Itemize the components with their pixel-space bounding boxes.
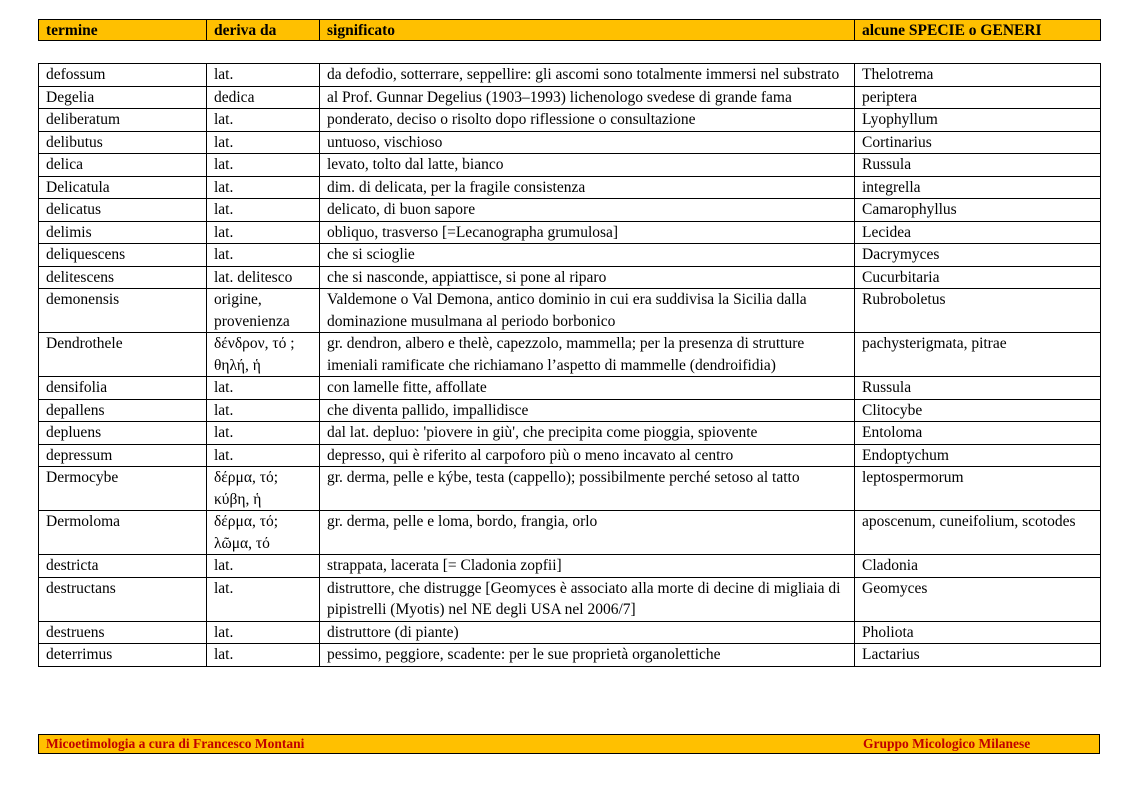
table-row	[39, 467, 1101, 511]
cell-significato: strappata, lacerata [= Cladonia zopfii]	[320, 555, 855, 578]
cell-termine: deliberatum	[39, 109, 207, 132]
cell-deriva-da: lat.	[207, 621, 320, 644]
footer-author: Micoetimologia a cura di Francesco Montani	[46, 736, 305, 751]
cell-specie: aposcenum, cuneifolium, scotodes	[855, 511, 1101, 555]
table-row	[39, 511, 1101, 555]
cell-specie: Cortinarius	[855, 131, 1101, 154]
cell-termine: delimis	[39, 221, 207, 244]
cell-deriva-da: lat. delitesco	[207, 266, 320, 289]
header-row	[39, 20, 1101, 41]
cell-significato: che si nasconde, appiattisce, si pone al riparo	[320, 266, 855, 289]
table-row	[39, 131, 1101, 154]
cell-termine: densifolia	[39, 377, 207, 400]
cell-significato: dim. di delicata, per la fragile consistenza	[320, 176, 855, 199]
footer-band	[38, 734, 1100, 754]
cell-specie: Lecidea	[855, 221, 1101, 244]
cell-significato: con lamelle fitte, affollate	[320, 377, 855, 400]
cell-deriva-da: lat.	[207, 199, 320, 222]
cell-termine: deliquescens	[39, 244, 207, 267]
cell-termine: delibutus	[39, 131, 207, 154]
cell-deriva-da: lat.	[207, 176, 320, 199]
cell-deriva-da: δέρμα, τό; κύβη, ἡ	[207, 467, 320, 511]
table-row	[39, 86, 1101, 109]
cell-significato: che diventa pallido, impallidisce	[320, 399, 855, 422]
cell-significato: distruttore (di piante)	[320, 621, 855, 644]
cell-termine: destruens	[39, 621, 207, 644]
cell-significato: delicato, di buon sapore	[320, 199, 855, 222]
table-row	[39, 333, 1101, 377]
table-row	[39, 266, 1101, 289]
cell-specie: Camarophyllus	[855, 199, 1101, 222]
glossary-table	[38, 63, 1101, 667]
table-row	[39, 399, 1101, 422]
cell-significato: depresso, qui è riferito al carpoforo più o meno incavato al centro	[320, 444, 855, 467]
cell-termine: Dermoloma	[39, 511, 207, 555]
cell-significato: da defodio, sotterrare, seppellire: gli ascomi sono totalmente immersi nel substrato	[320, 64, 855, 87]
cell-deriva-da: lat.	[207, 109, 320, 132]
cell-specie: Endoptychum	[855, 444, 1101, 467]
header-termine: termine	[39, 20, 207, 41]
cell-specie: Rubroboletus	[855, 289, 1101, 333]
cell-termine: Delicatula	[39, 176, 207, 199]
cell-specie: periptera	[855, 86, 1101, 109]
table-row	[39, 109, 1101, 132]
cell-significato: levato, tolto dal latte, bianco	[320, 154, 855, 177]
table-row	[39, 154, 1101, 177]
table-row	[39, 577, 1101, 621]
cell-significato: gr. derma, pelle e loma, bordo, frangia, orlo	[320, 511, 855, 555]
cell-specie: Russula	[855, 377, 1101, 400]
cell-termine: destricta	[39, 555, 207, 578]
table-row	[39, 176, 1101, 199]
table-row	[39, 621, 1101, 644]
cell-termine: depressum	[39, 444, 207, 467]
cell-specie: Entoloma	[855, 422, 1101, 445]
cell-significato: pessimo, peggiore, scadente: per le sue proprietà organolettiche	[320, 644, 855, 667]
table-row	[39, 644, 1101, 667]
cell-termine: defossum	[39, 64, 207, 87]
cell-specie: Cladonia	[855, 555, 1101, 578]
cell-specie: Clitocybe	[855, 399, 1101, 422]
cell-deriva-da: lat.	[207, 377, 320, 400]
cell-termine: destructans	[39, 577, 207, 621]
cell-significato: gr. derma, pelle e kýbe, testa (cappello); possibilmente perché setoso al tatto	[320, 467, 855, 511]
cell-termine: depallens	[39, 399, 207, 422]
cell-specie: integrella	[855, 176, 1101, 199]
cell-specie: pachysterigmata, pitrae	[855, 333, 1101, 377]
header-deriva-da: deriva da	[207, 20, 320, 41]
table-row	[39, 199, 1101, 222]
cell-significato: obliquo, trasverso [=Lecanographa grumulosa]	[320, 221, 855, 244]
cell-termine: delitescens	[39, 266, 207, 289]
cell-termine: depluens	[39, 422, 207, 445]
cell-deriva-da: lat.	[207, 422, 320, 445]
cell-deriva-da: δέρμα, τό; λῶμα, τό	[207, 511, 320, 555]
cell-specie: Russula	[855, 154, 1101, 177]
cell-deriva-da: lat.	[207, 221, 320, 244]
cell-deriva-da: lat.	[207, 131, 320, 154]
table-row	[39, 64, 1101, 87]
cell-deriva-da: δένδρον, τό ; θηλή, ἡ	[207, 333, 320, 377]
cell-specie: Lactarius	[855, 644, 1101, 667]
cell-significato: Valdemone o Val Demona, antico dominio in cui era suddivisa la Sicilia dalla dominazione musulmana al periodo borbonico	[320, 289, 855, 333]
cell-deriva-da: lat.	[207, 644, 320, 667]
cell-termine: delica	[39, 154, 207, 177]
cell-significato: distruttore, che distrugge [Geomyces è associato alla morte di decine di migliaia di pipistrelli (Myotis) nel NE degli USA nel 2006/7]	[320, 577, 855, 621]
header-specie: alcune SPECIE o GENERI	[855, 20, 1101, 41]
cell-significato: ponderato, deciso o risolto dopo riflessione o consultazione	[320, 109, 855, 132]
cell-deriva-da: lat.	[207, 64, 320, 87]
cell-deriva-da: origine, provenienza	[207, 289, 320, 333]
cell-significato: dal lat. depluo: 'piovere in giù', che precipita come pioggia, spiovente	[320, 422, 855, 445]
cell-deriva-da: lat.	[207, 555, 320, 578]
cell-significato: al Prof. Gunnar Degelius (1903–1993) lichenologo svedese di grande fama	[320, 86, 855, 109]
cell-termine: delicatus	[39, 199, 207, 222]
table-row	[39, 289, 1101, 333]
cell-specie: Lyophyllum	[855, 109, 1101, 132]
cell-deriva-da: lat.	[207, 244, 320, 267]
table-row	[39, 444, 1101, 467]
cell-deriva-da: lat.	[207, 399, 320, 422]
footer-group: Gruppo Micologico Milanese	[863, 736, 1031, 751]
table-row	[39, 244, 1101, 267]
cell-deriva-da: dedica	[207, 86, 320, 109]
cell-termine: Dendrothele	[39, 333, 207, 377]
cell-deriva-da: lat.	[207, 577, 320, 621]
cell-significato: untuoso, vischioso	[320, 131, 855, 154]
cell-significato: che si scioglie	[320, 244, 855, 267]
cell-deriva-da: lat.	[207, 154, 320, 177]
glossary-body	[39, 64, 1101, 667]
cell-termine: Degelia	[39, 86, 207, 109]
table-row	[39, 377, 1101, 400]
cell-specie: Thelotrema	[855, 64, 1101, 87]
cell-specie: Geomyces	[855, 577, 1101, 621]
cell-termine: Dermocybe	[39, 467, 207, 511]
cell-specie: Pholiota	[855, 621, 1101, 644]
table-row	[39, 555, 1101, 578]
header-table	[38, 19, 1101, 41]
cell-deriva-da: lat.	[207, 444, 320, 467]
table-row	[39, 221, 1101, 244]
cell-termine: deterrimus	[39, 644, 207, 667]
cell-specie: leptospermorum	[855, 467, 1101, 511]
cell-significato: gr. dendron, albero e thelè, capezzolo, mammella; per la presenza di strutture imeniali ramificate che richiamano l’aspetto di mammelle (dendroifidia)	[320, 333, 855, 377]
cell-specie: Cucurbitaria	[855, 266, 1101, 289]
cell-specie: Dacrymyces	[855, 244, 1101, 267]
table-row	[39, 422, 1101, 445]
cell-termine: demonensis	[39, 289, 207, 333]
header-significato: significato	[320, 20, 855, 41]
